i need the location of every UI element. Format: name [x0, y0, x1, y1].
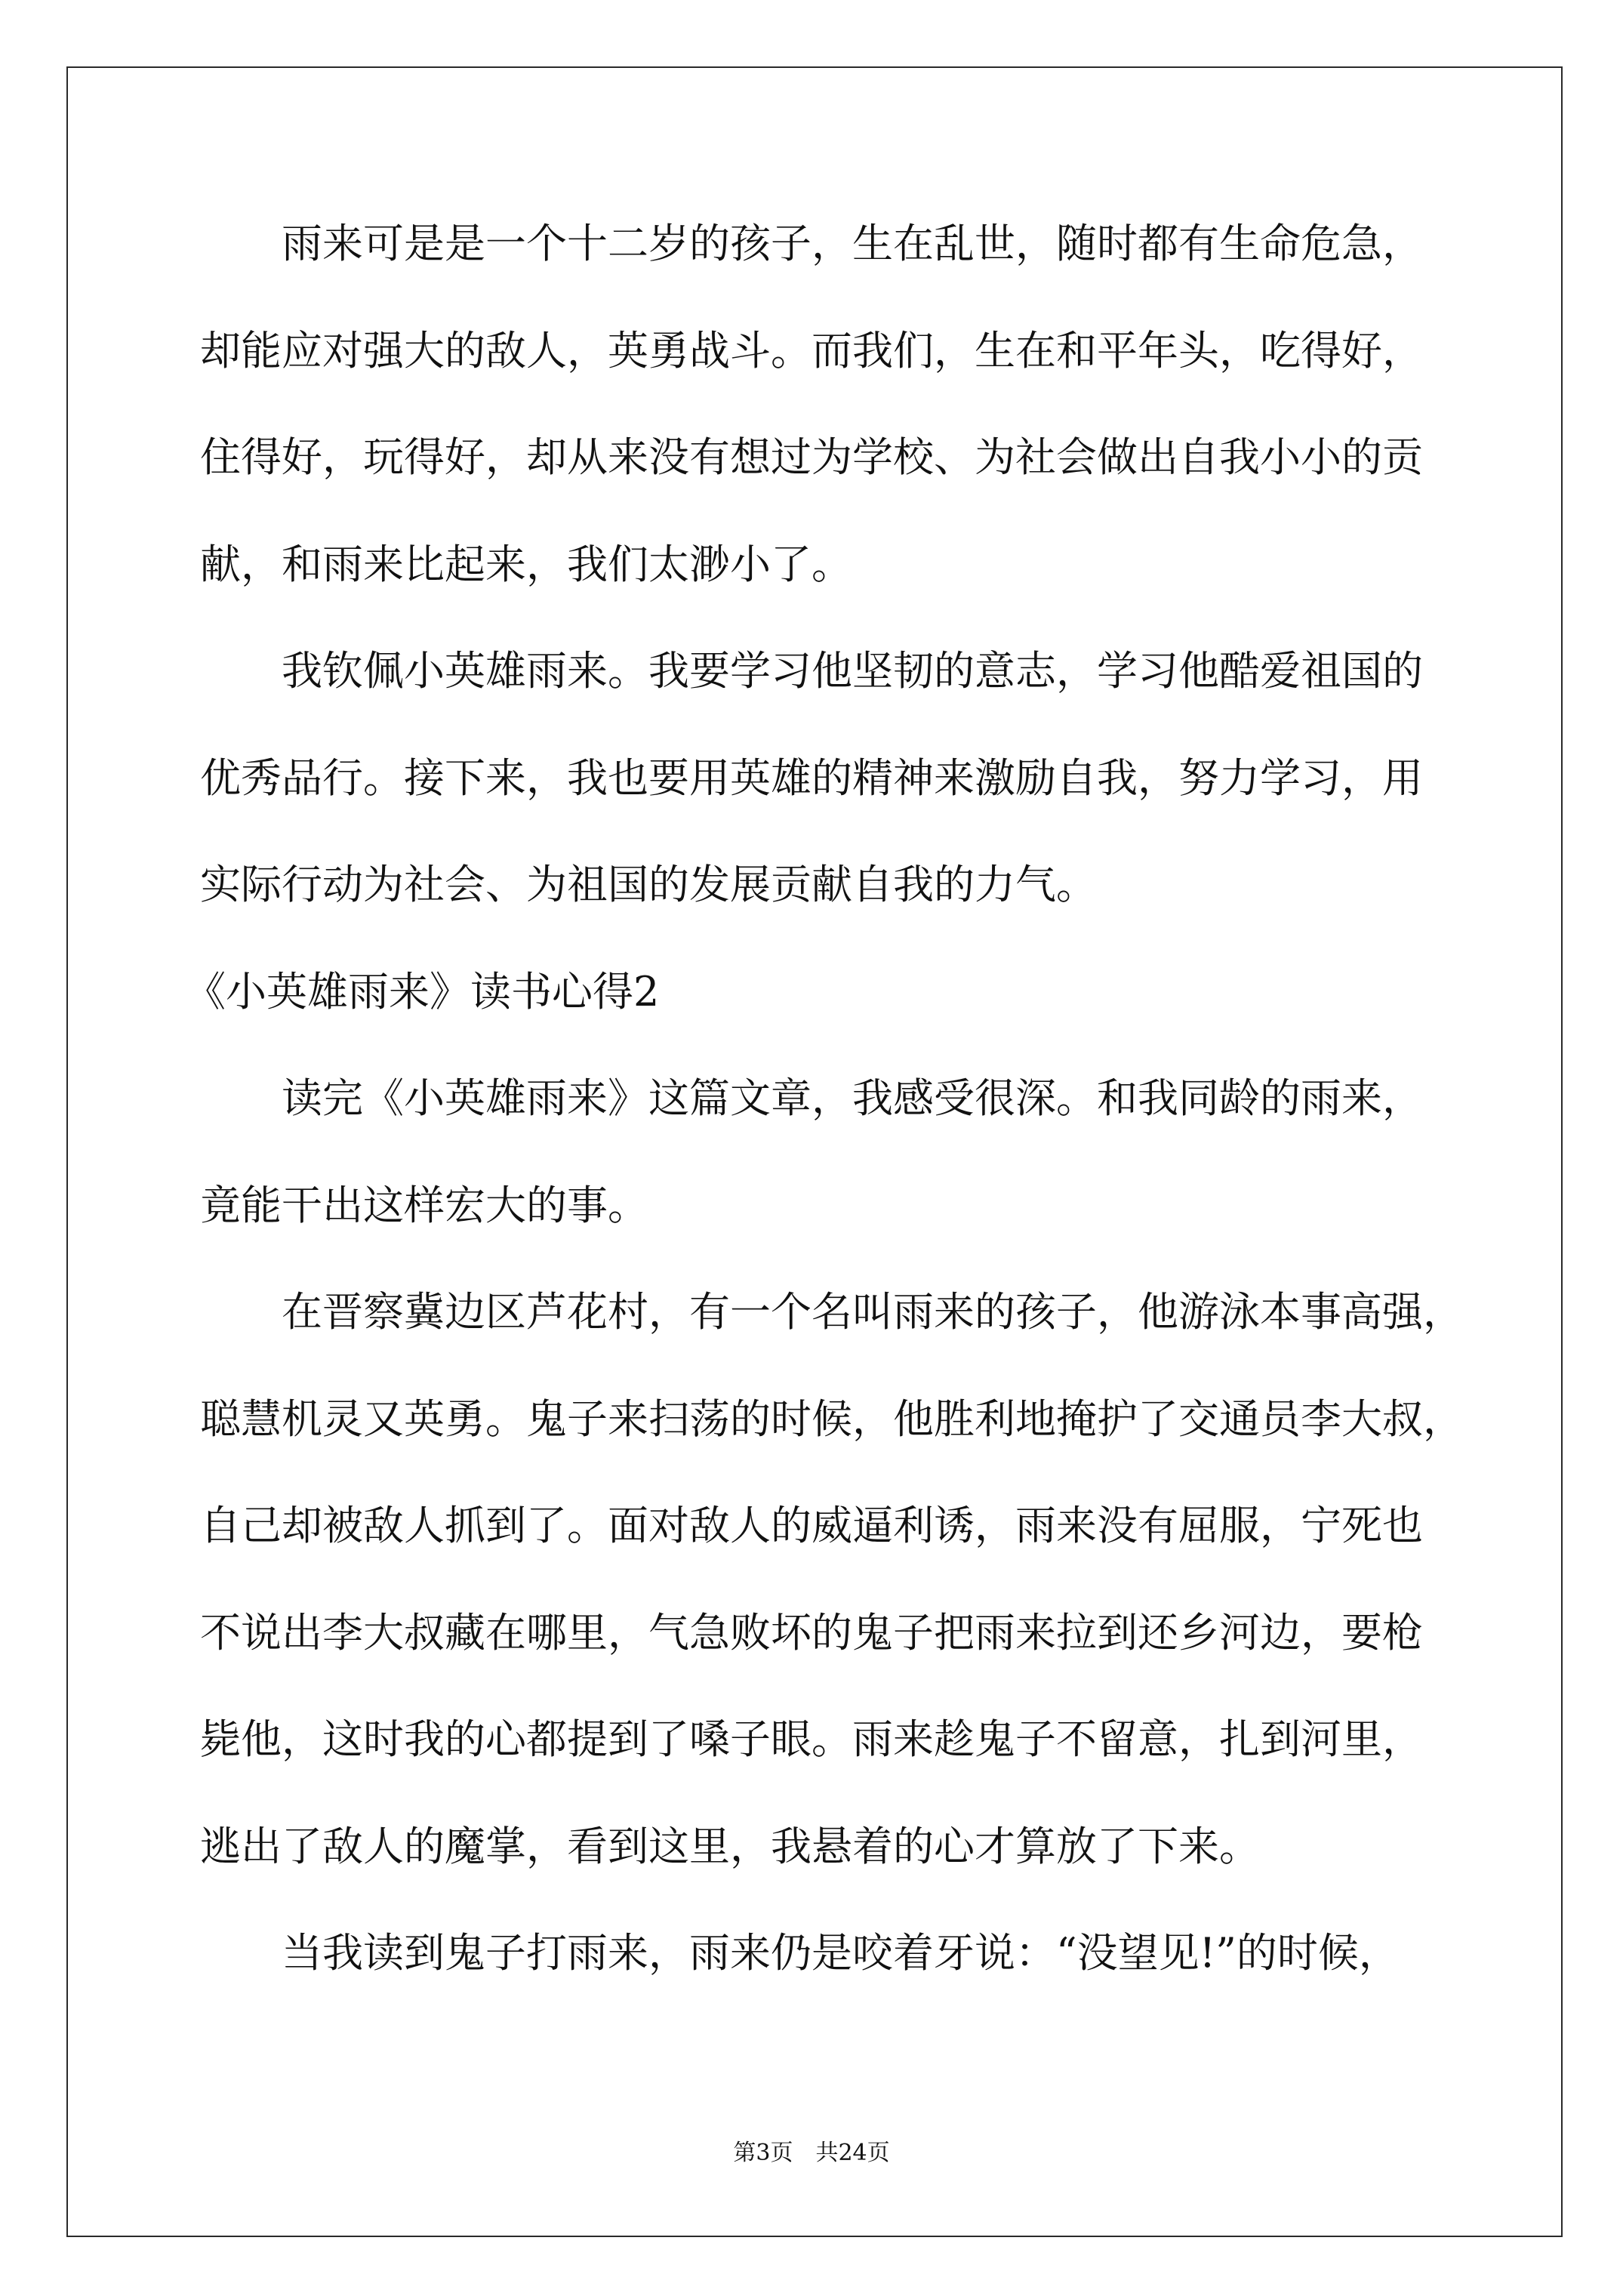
body-text-line: 雨来可是是一个十二岁的孩子，生在乱世，随时都有生命危急，: [282, 220, 1423, 267]
body-text-line: 聪慧机灵又英勇。鬼子来扫荡的时候，他胜利地掩护了交通员李大叔，: [200, 1395, 1464, 1443]
page-footer: 第3页 共24页: [733, 2140, 890, 2166]
paragraph: [200, 190, 1529, 618]
body-text-line: 竟能干出这样宏大的事。: [200, 1181, 648, 1229]
body-text-line: 在晋察冀边区芦花村，有一个名叫雨来的孩子，他游泳本事高强，: [282, 1288, 1464, 1336]
paragraph: [200, 1900, 1529, 2007]
body-text-line: 自己却被敌人抓到了。面对敌人的威逼利诱，雨来没有屈服，宁死也: [200, 1502, 1423, 1549]
body-text-line: 实际行动为社会、为祖国的发展贡献自我的力气。: [200, 861, 1097, 908]
body-text-line: 逃出了敌人的魔掌，看到这里，我悬着的心才算放了下来。: [200, 1822, 1260, 1870]
body-text-line: 毙他，这时我的心都提到了嗓子眼。雨来趁鬼子不留意，扎到河里，: [200, 1715, 1423, 1763]
body-text-line: 优秀品行。接下来，我也要用英雄的精神来激励自我，努力学习，用: [200, 754, 1423, 802]
body-text-line: 不说出李大叔藏在哪里，气急败坏的鬼子把雨来拉到还乡河边，要枪: [200, 1608, 1423, 1657]
body-text-line: 我钦佩小英雄雨来。我要学习他坚韧的意志，学习他酷爱祖国的: [282, 647, 1423, 695]
document-body: [185, 190, 1529, 2007]
body-text-line: 却能应对强大的敌人，英勇战斗。而我们，生在和平年头，吃得好，: [200, 326, 1423, 374]
section-heading: 《小英雄雨来》读书心得2: [185, 967, 660, 1015]
paragraph: [200, 1045, 1529, 1259]
body-text-line: 读完《小英雄雨来》这篇文章，我感受很深。和我同龄的雨来，: [282, 1074, 1423, 1122]
body-text-line: 当我读到鬼子打雨来，雨来仍是咬着牙说：“没望见!”的时候，: [282, 1929, 1400, 1977]
body-text-line: 住得好，玩得好，却从来没有想过为学校、为社会做出自我小小的贡: [200, 433, 1423, 481]
paragraph: [200, 1259, 1529, 1900]
body-text-line: 献，和雨来比起来，我们太渺小了。: [200, 540, 852, 588]
paragraph: [200, 618, 1529, 938]
